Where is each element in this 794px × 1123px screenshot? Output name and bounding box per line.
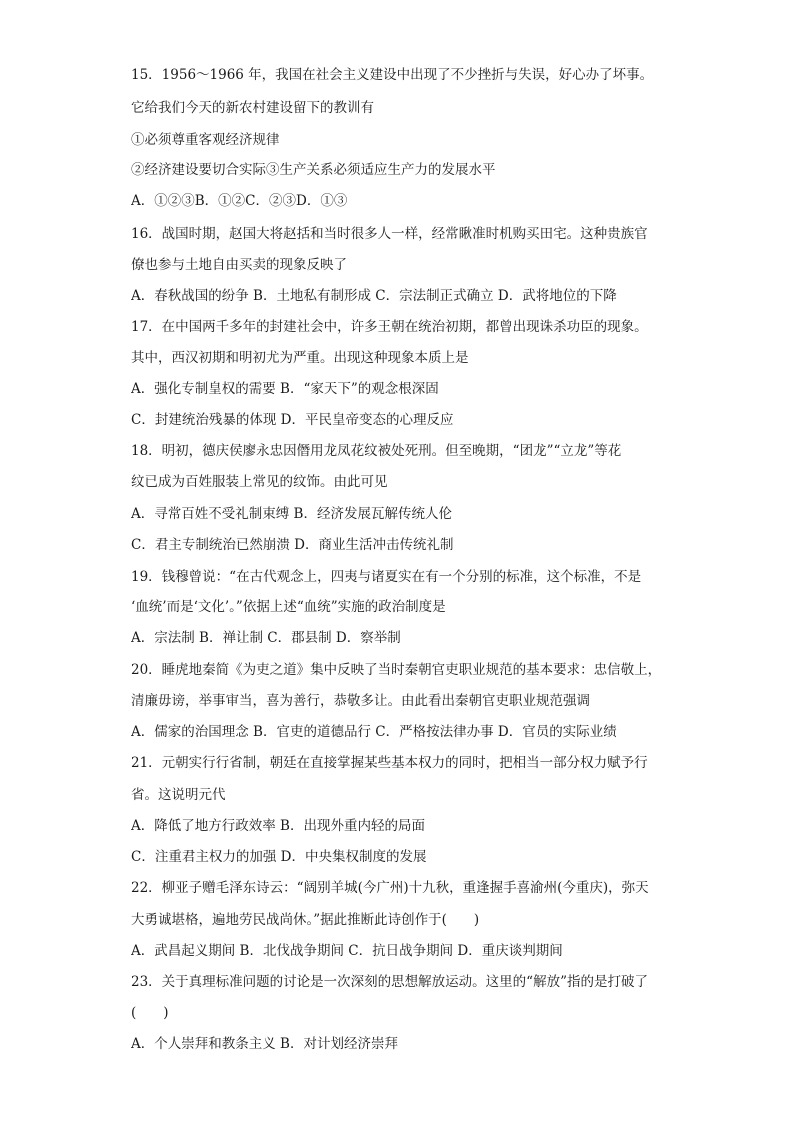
question-20-stem-cont: 清廉毋谤，举事审当，喜为善行，恭敬多让。由此看出秦朝官吏职业规范强调	[131, 693, 590, 709]
question-15-stem: 15．1956～1966 年，我国在社会主义建设中出现了不少挫折与失误，好心办了坏事。	[131, 67, 654, 83]
question-18-options-ab: A．寻常百姓不受礼制束缚 B．经济发展瓦解传统人伦	[131, 506, 452, 522]
question-21-options-ab: A．降低了地方行政效率 B．出现外重内轻的局面	[131, 818, 425, 834]
question-18-stem-cont: 纹已成为百姓服装上常见的纹饰。由此可见	[131, 474, 388, 490]
question-23-stem: 23．关于真理标准问题的讨论是一次深刻的思想解放运动。这里的“解放”指的是打破了	[131, 974, 648, 990]
question-16-stem-cont: 僚也参与土地自由买卖的现象反映了	[131, 257, 347, 273]
question-18-stem: 18．明初，德庆侯廖永忠因僭用龙凤花纹被处死刑。但至晚期，“团龙”“立龙”等花	[131, 443, 622, 459]
question-22-stem: 22．柳亚子赠毛泽东诗云：“阔别羊城(今广州)十九秋，重逢握手喜渝州(今重庆)，弥天	[131, 880, 649, 896]
question-22-stem-cont: 大勇诚堪格，遍地劳民战尚休。”据此推断此诗创作于( )	[131, 912, 480, 928]
question-21-stem-cont: 省。这说明元代	[131, 787, 226, 803]
question-17-options-cd: C．封建统治残暴的体现 D．平民皇帝变态的心理反应	[131, 412, 454, 428]
question-15-statement-1: ①必须尊重客观经济规律	[131, 132, 280, 148]
question-15-options: A．①②③B．①②C．②③D．①③	[131, 193, 348, 209]
question-17-stem: 17．在中国两千多年的封建社会中，许多王朝在统治初期，都曾出现诛杀功臣的现象。	[131, 319, 648, 335]
question-23-options-ab: A．个人崇拜和教条主义 B．对计划经济崇拜	[131, 1036, 398, 1052]
question-22-options: A．武昌起义期间 B．北伐战争期间 C．抗日战争期间 D．重庆谈判期间	[131, 943, 563, 959]
question-15-statement-2-3: ②经济建设要切合实际③生产关系必须适应生产力的发展水平	[131, 162, 496, 178]
question-19-options: A．宗法制 B．禅让制 C．郡县制 D．察举制	[131, 630, 401, 646]
question-19-stem-cont: ‘血统’而是‘文化’。”依据上述“血统”实施的政治制度是	[131, 599, 446, 615]
question-20-stem: 20．睡虎地秦简《为吏之道》集中反映了当时秦朝官吏职业规范的基本要求：忠信敬上，	[131, 662, 662, 678]
question-16-options: A．春秋战国的纷争 B．土地私有制形成 C．宗法制正式确立 D．武将地位的下降	[131, 288, 617, 304]
question-17-options-ab: A．强化专制皇权的需要 B．“家天下”的观念根深固	[131, 381, 439, 397]
question-21-options-cd: C．注重君主权力的加强 D．中央集权制度的发展	[131, 849, 427, 865]
question-16-stem: 16．战国时期，赵国大将赵括和当时很多人一样，经常瞅准时机购买田宅。这种贵族官	[131, 226, 648, 242]
question-15-stem-cont: 它给我们今天的新农村建设留下的教训有	[131, 100, 374, 116]
question-18-options-cd: C．君主专制统治已然崩溃 D．商业生活冲击传统礼制	[131, 537, 454, 553]
question-19-stem: 19．钱穆曾说：“在古代观念上，四夷与诸夏实在有一个分别的标准，这个标准，不是	[131, 569, 642, 585]
question-20-options: A．儒家的治国理念 B．官吏的道德品行 C．严格按法律办事 D．官员的实际业绩	[131, 724, 617, 740]
question-21-stem: 21．元朝实行行省制，朝廷在直接掌握某些基本权力的同时，把相当一部分权力赋予行	[131, 755, 648, 771]
question-23-answer-blank: ( )	[131, 1005, 169, 1021]
question-17-stem-cont: 其中，西汉初期和明初尤为严重。出现这种现象本质上是	[131, 350, 469, 366]
